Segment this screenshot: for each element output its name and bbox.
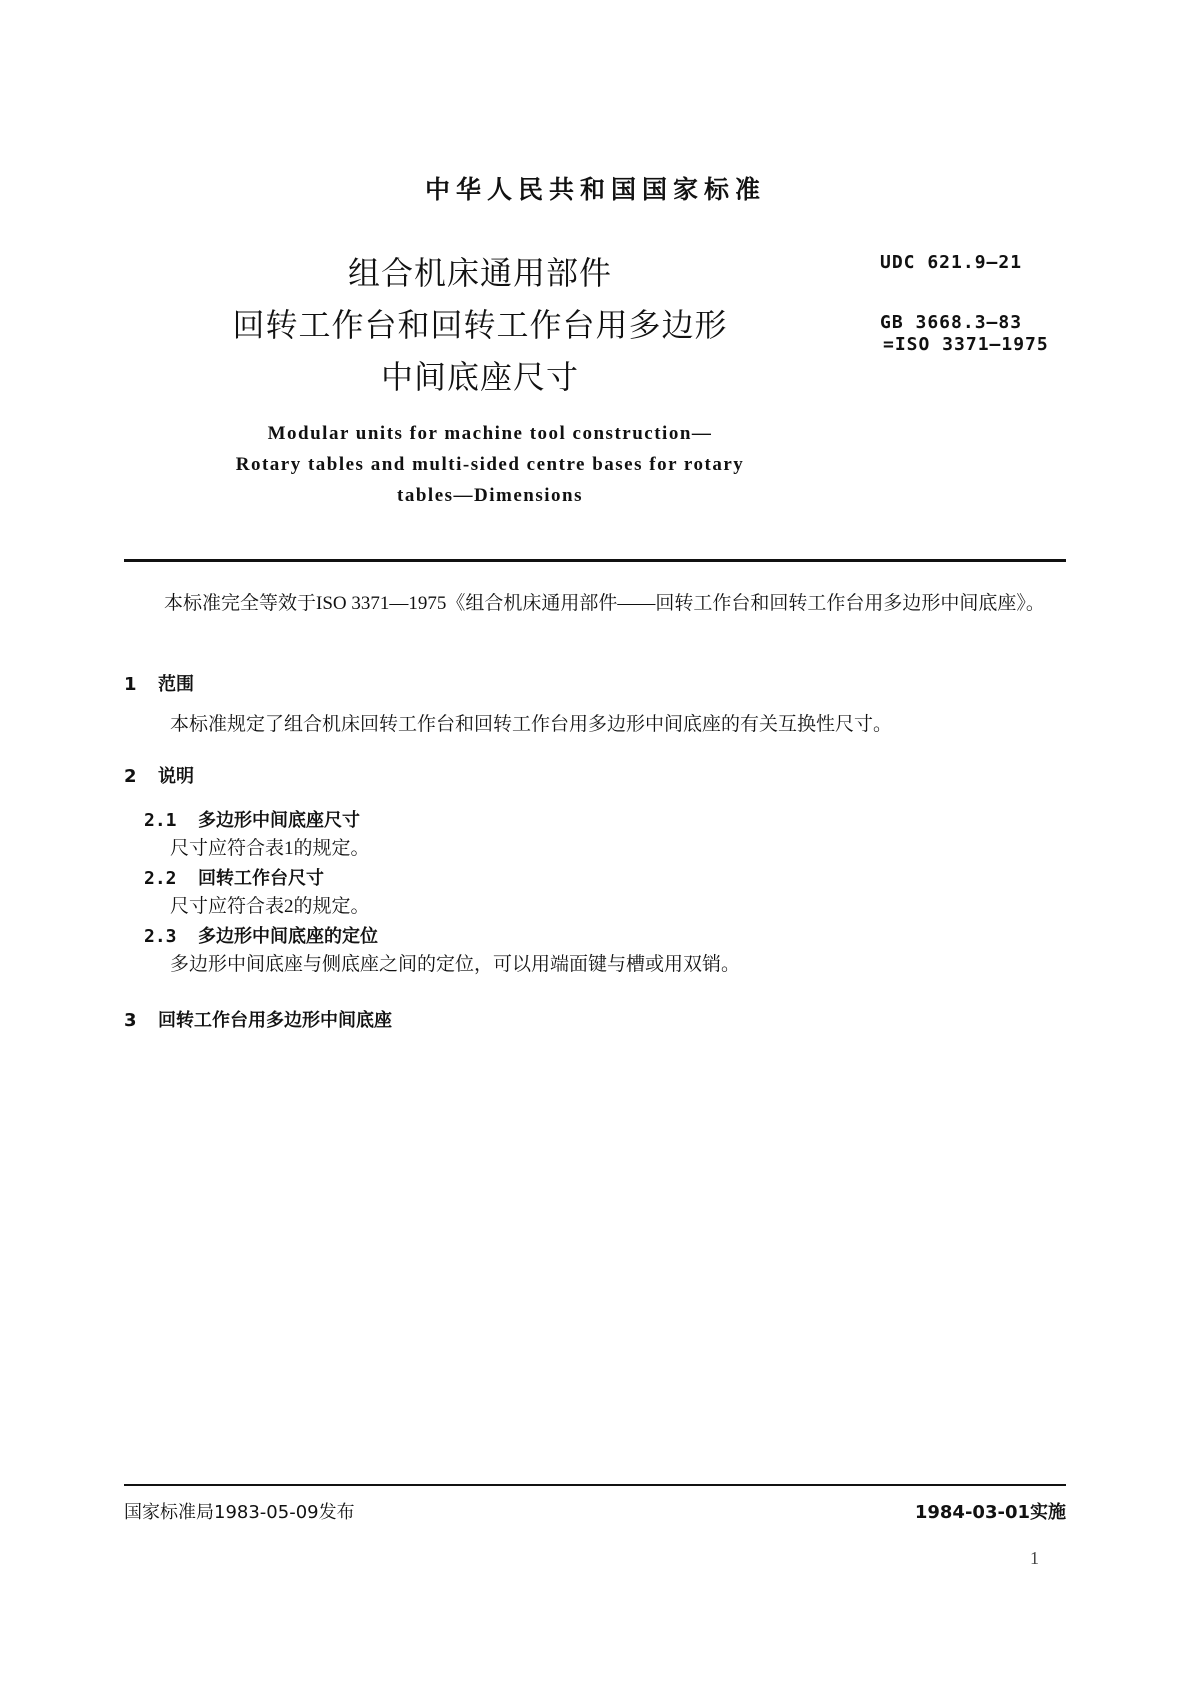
section-3-number: 3 <box>124 1010 137 1031</box>
header-divider <box>124 559 1066 562</box>
iso-code: =ISO 3371—1975 <box>883 334 1049 355</box>
section-1-heading <box>124 670 194 696</box>
national-standard-heading: 中华人民共和国国家标准 <box>424 175 766 204</box>
subsection-2-1-number: 2.1 <box>144 810 177 831</box>
title-cn-line-1: 组合机床通用部件 <box>347 254 612 292</box>
section-2-title: 说明 <box>158 766 194 787</box>
page-number: 1 <box>1030 1548 1039 1568</box>
subsection-2-2-text: 尺寸应符合表2的规定。 <box>170 896 370 917</box>
title-cn-line-3: 中间底座尺寸 <box>380 358 579 396</box>
gb-code: GB 3668.3—83 <box>880 312 1023 333</box>
subsection-2-3-heading <box>144 922 378 948</box>
subsection-2-2-number: 2.2 <box>144 868 177 889</box>
intro-paragraph: 本标准完全等效于ISO 3371—1975《组合机床通用部件——回转工作台和回转工作台用多边形中间底座》。 <box>164 593 1045 614</box>
subsection-2-3-title: 多边形中间底座的定位 <box>198 926 378 947</box>
subsection-2-3-number: 2.3 <box>144 926 177 947</box>
subsection-2-3-text: 多边形中间底座与侧底座之间的定位，可以用端面键与槽或用双销。 <box>170 954 741 975</box>
title-en-line-3: tables—Dimensions <box>397 485 583 506</box>
subsection-2-1-heading <box>144 806 360 832</box>
section-3-heading <box>124 1006 392 1032</box>
section-2-heading <box>124 762 194 788</box>
subsection-2-1-text: 尺寸应符合表1的规定。 <box>170 838 370 859</box>
subsection-2-1-title: 多边形中间底座尺寸 <box>198 810 360 831</box>
section-3-title: 回转工作台用多边形中间底座 <box>158 1010 392 1031</box>
section-1-title: 范围 <box>158 674 194 695</box>
effective-date: 1984-03-01实施 <box>914 1502 1066 1523</box>
title-cn-line-2: 回转工作台和回转工作台用多边形 <box>232 306 728 344</box>
section-2-number: 2 <box>124 766 137 787</box>
section-1-number: 1 <box>124 674 137 695</box>
section-1-text: 本标准规定了组合机床回转工作台和回转工作台用多边形中间底座的有关互换性尺寸。 <box>170 714 893 735</box>
footer-divider <box>124 1484 1066 1486</box>
issue-date: 国家标准局1983-05-09发布 <box>124 1502 355 1523</box>
udc-code: UDC 621.9—21 <box>880 252 1023 273</box>
subsection-2-2-heading <box>144 864 324 890</box>
title-en-line-2: Rotary tables and multi-sided centre bases for rotary <box>235 454 745 475</box>
subsection-2-2-title: 回转工作台尺寸 <box>198 868 324 889</box>
title-en-line-1: Modular units for machine tool construction— <box>267 423 713 444</box>
